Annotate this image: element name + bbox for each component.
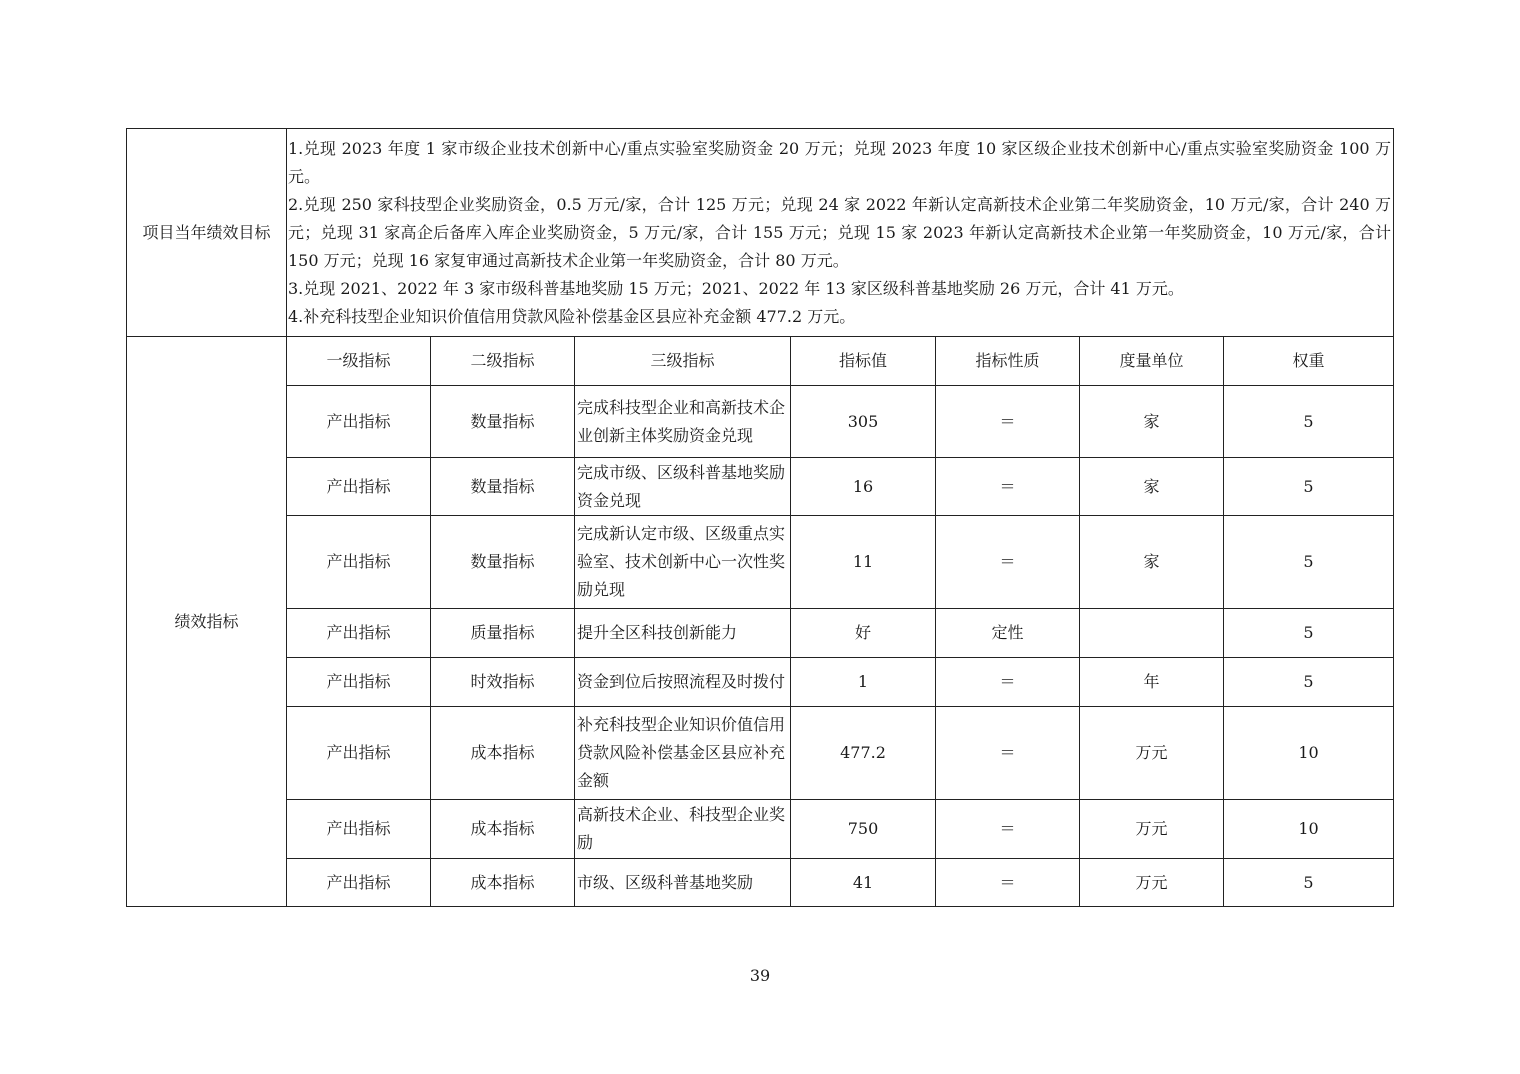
cell-value: 41 xyxy=(791,859,936,907)
indicator-header-row xyxy=(127,337,1394,386)
header-level2: 二级指标 xyxy=(431,337,575,386)
cell-level1: 产出指标 xyxy=(287,707,431,800)
cell-unit: 万元 xyxy=(1080,707,1224,800)
cell-level3: 资金到位后按照流程及时拨付 xyxy=(575,658,791,707)
cell-nature: ＝ xyxy=(936,800,1080,859)
header-weight: 权重 xyxy=(1224,337,1394,386)
table-row xyxy=(127,800,1394,859)
cell-value: 11 xyxy=(791,516,936,609)
cell-level2: 成本指标 xyxy=(431,707,575,800)
cell-unit: 家 xyxy=(1080,458,1224,516)
cell-level2: 成本指标 xyxy=(431,800,575,859)
goal-paragraph: 4.补充科技型企业知识价值信用贷款风险补偿基金区县应补充金额 477.2 万元。 xyxy=(288,306,856,326)
cell-level3: 完成新认定市级、区级重点实验室、技术创新中心一次性奖励兑现 xyxy=(575,516,791,609)
cell-level3: 完成市级、区级科普基地奖励资金兑现 xyxy=(575,458,791,516)
cell-level1: 产出指标 xyxy=(287,800,431,859)
cell-value: 305 xyxy=(791,386,936,458)
cell-nature: ＝ xyxy=(936,386,1080,458)
cell-level2: 成本指标 xyxy=(431,859,575,907)
cell-level1: 产出指标 xyxy=(287,458,431,516)
cell-unit: 万元 xyxy=(1080,800,1224,859)
cell-level1: 产出指标 xyxy=(287,859,431,907)
cell-nature: 定性 xyxy=(936,609,1080,658)
cell-weight: 5 xyxy=(1224,458,1394,516)
cell-unit: 家 xyxy=(1080,386,1224,458)
cell-value: 750 xyxy=(791,800,936,859)
performance-table xyxy=(126,128,1394,907)
cell-weight: 5 xyxy=(1224,859,1394,907)
page-number: 39 xyxy=(749,966,771,985)
table-row xyxy=(127,859,1394,907)
cell-level3: 补充科技型企业知识价值信用贷款风险补偿基金区县应补充金额 xyxy=(575,707,791,800)
cell-level2: 时效指标 xyxy=(431,658,575,707)
cell-value: 1 xyxy=(791,658,936,707)
cell-level1: 产出指标 xyxy=(287,516,431,609)
cell-weight: 5 xyxy=(1224,386,1394,458)
cell-level1: 产出指标 xyxy=(287,658,431,707)
cell-weight: 10 xyxy=(1224,707,1394,800)
header-value: 指标值 xyxy=(791,337,936,386)
goal-paragraph: 2.兑现 250 家科技型企业奖励资金，0.5 万元/家，合计 125 万元；兑现 24 家 2022 年新认定高新技术企业第二年奖励资金，10 万元/家，合计 240 万元；兑现 31 家高企后备库入库企业奖励资金，5 万元/家，合计 155 万元；兑现 15 家 2023 年新认定高新技术企业第一年奖励资金，10 万元/家，合计 150 万元；兑现 16 家复审通过高新技术企业第一年奖励资金，合计 80 万元。 xyxy=(288,194,1391,270)
header-level3: 三级指标 xyxy=(575,337,791,386)
cell-level3: 市级、区级科普基地奖励 xyxy=(575,859,791,907)
cell-level3: 提升全区科技创新能力 xyxy=(575,609,791,658)
table-row xyxy=(127,386,1394,458)
cell-level1: 产出指标 xyxy=(287,386,431,458)
cell-nature: ＝ xyxy=(936,707,1080,800)
cell-level2: 数量指标 xyxy=(431,386,575,458)
indicators-label: 绩效指标 xyxy=(127,337,287,907)
cell-value: 477.2 xyxy=(791,707,936,800)
table-row xyxy=(127,658,1394,707)
table-row xyxy=(127,707,1394,800)
goals-label: 项目当年绩效目标 xyxy=(127,129,287,337)
goals-content xyxy=(287,129,1394,337)
cell-weight: 5 xyxy=(1224,516,1394,609)
header-unit: 度量单位 xyxy=(1080,337,1224,386)
cell-nature: ＝ xyxy=(936,859,1080,907)
cell-value: 16 xyxy=(791,458,936,516)
cell-level1: 产出指标 xyxy=(287,609,431,658)
cell-unit: 年 xyxy=(1080,658,1224,707)
table-row xyxy=(127,458,1394,516)
cell-weight: 5 xyxy=(1224,658,1394,707)
cell-nature: ＝ xyxy=(936,458,1080,516)
cell-level2: 数量指标 xyxy=(431,516,575,609)
cell-level3: 高新技术企业、科技型企业奖励 xyxy=(575,800,791,859)
cell-nature: ＝ xyxy=(936,658,1080,707)
table-row xyxy=(127,516,1394,609)
cell-level2: 质量指标 xyxy=(431,609,575,658)
cell-unit: 家 xyxy=(1080,516,1224,609)
cell-unit xyxy=(1080,609,1224,658)
cell-value: 好 xyxy=(791,609,936,658)
goals-row xyxy=(127,129,1394,337)
header-nature: 指标性质 xyxy=(936,337,1080,386)
cell-nature: ＝ xyxy=(936,516,1080,609)
cell-unit: 万元 xyxy=(1080,859,1224,907)
goal-paragraph: 3.兑现 2021、2022 年 3 家市级科普基地奖励 15 万元；2021、2022 年 13 家区级科普基地奖励 26 万元，合计 41 万元。 xyxy=(288,278,1184,298)
cell-weight: 10 xyxy=(1224,800,1394,859)
cell-weight: 5 xyxy=(1224,609,1394,658)
header-level1: 一级指标 xyxy=(287,337,431,386)
goal-paragraph: 1.兑现 2023 年度 1 家市级企业技术创新中心/重点实验室奖励资金 20 万元；兑现 2023 年度 10 家区级企业技术创新中心/重点实验室奖励资金 100 万元。 xyxy=(288,138,1391,186)
performance-table-container xyxy=(126,128,1393,907)
cell-level2: 数量指标 xyxy=(431,458,575,516)
cell-level3: 完成科技型企业和高新技术企业创新主体奖励资金兑现 xyxy=(575,386,791,458)
table-row xyxy=(127,609,1394,658)
